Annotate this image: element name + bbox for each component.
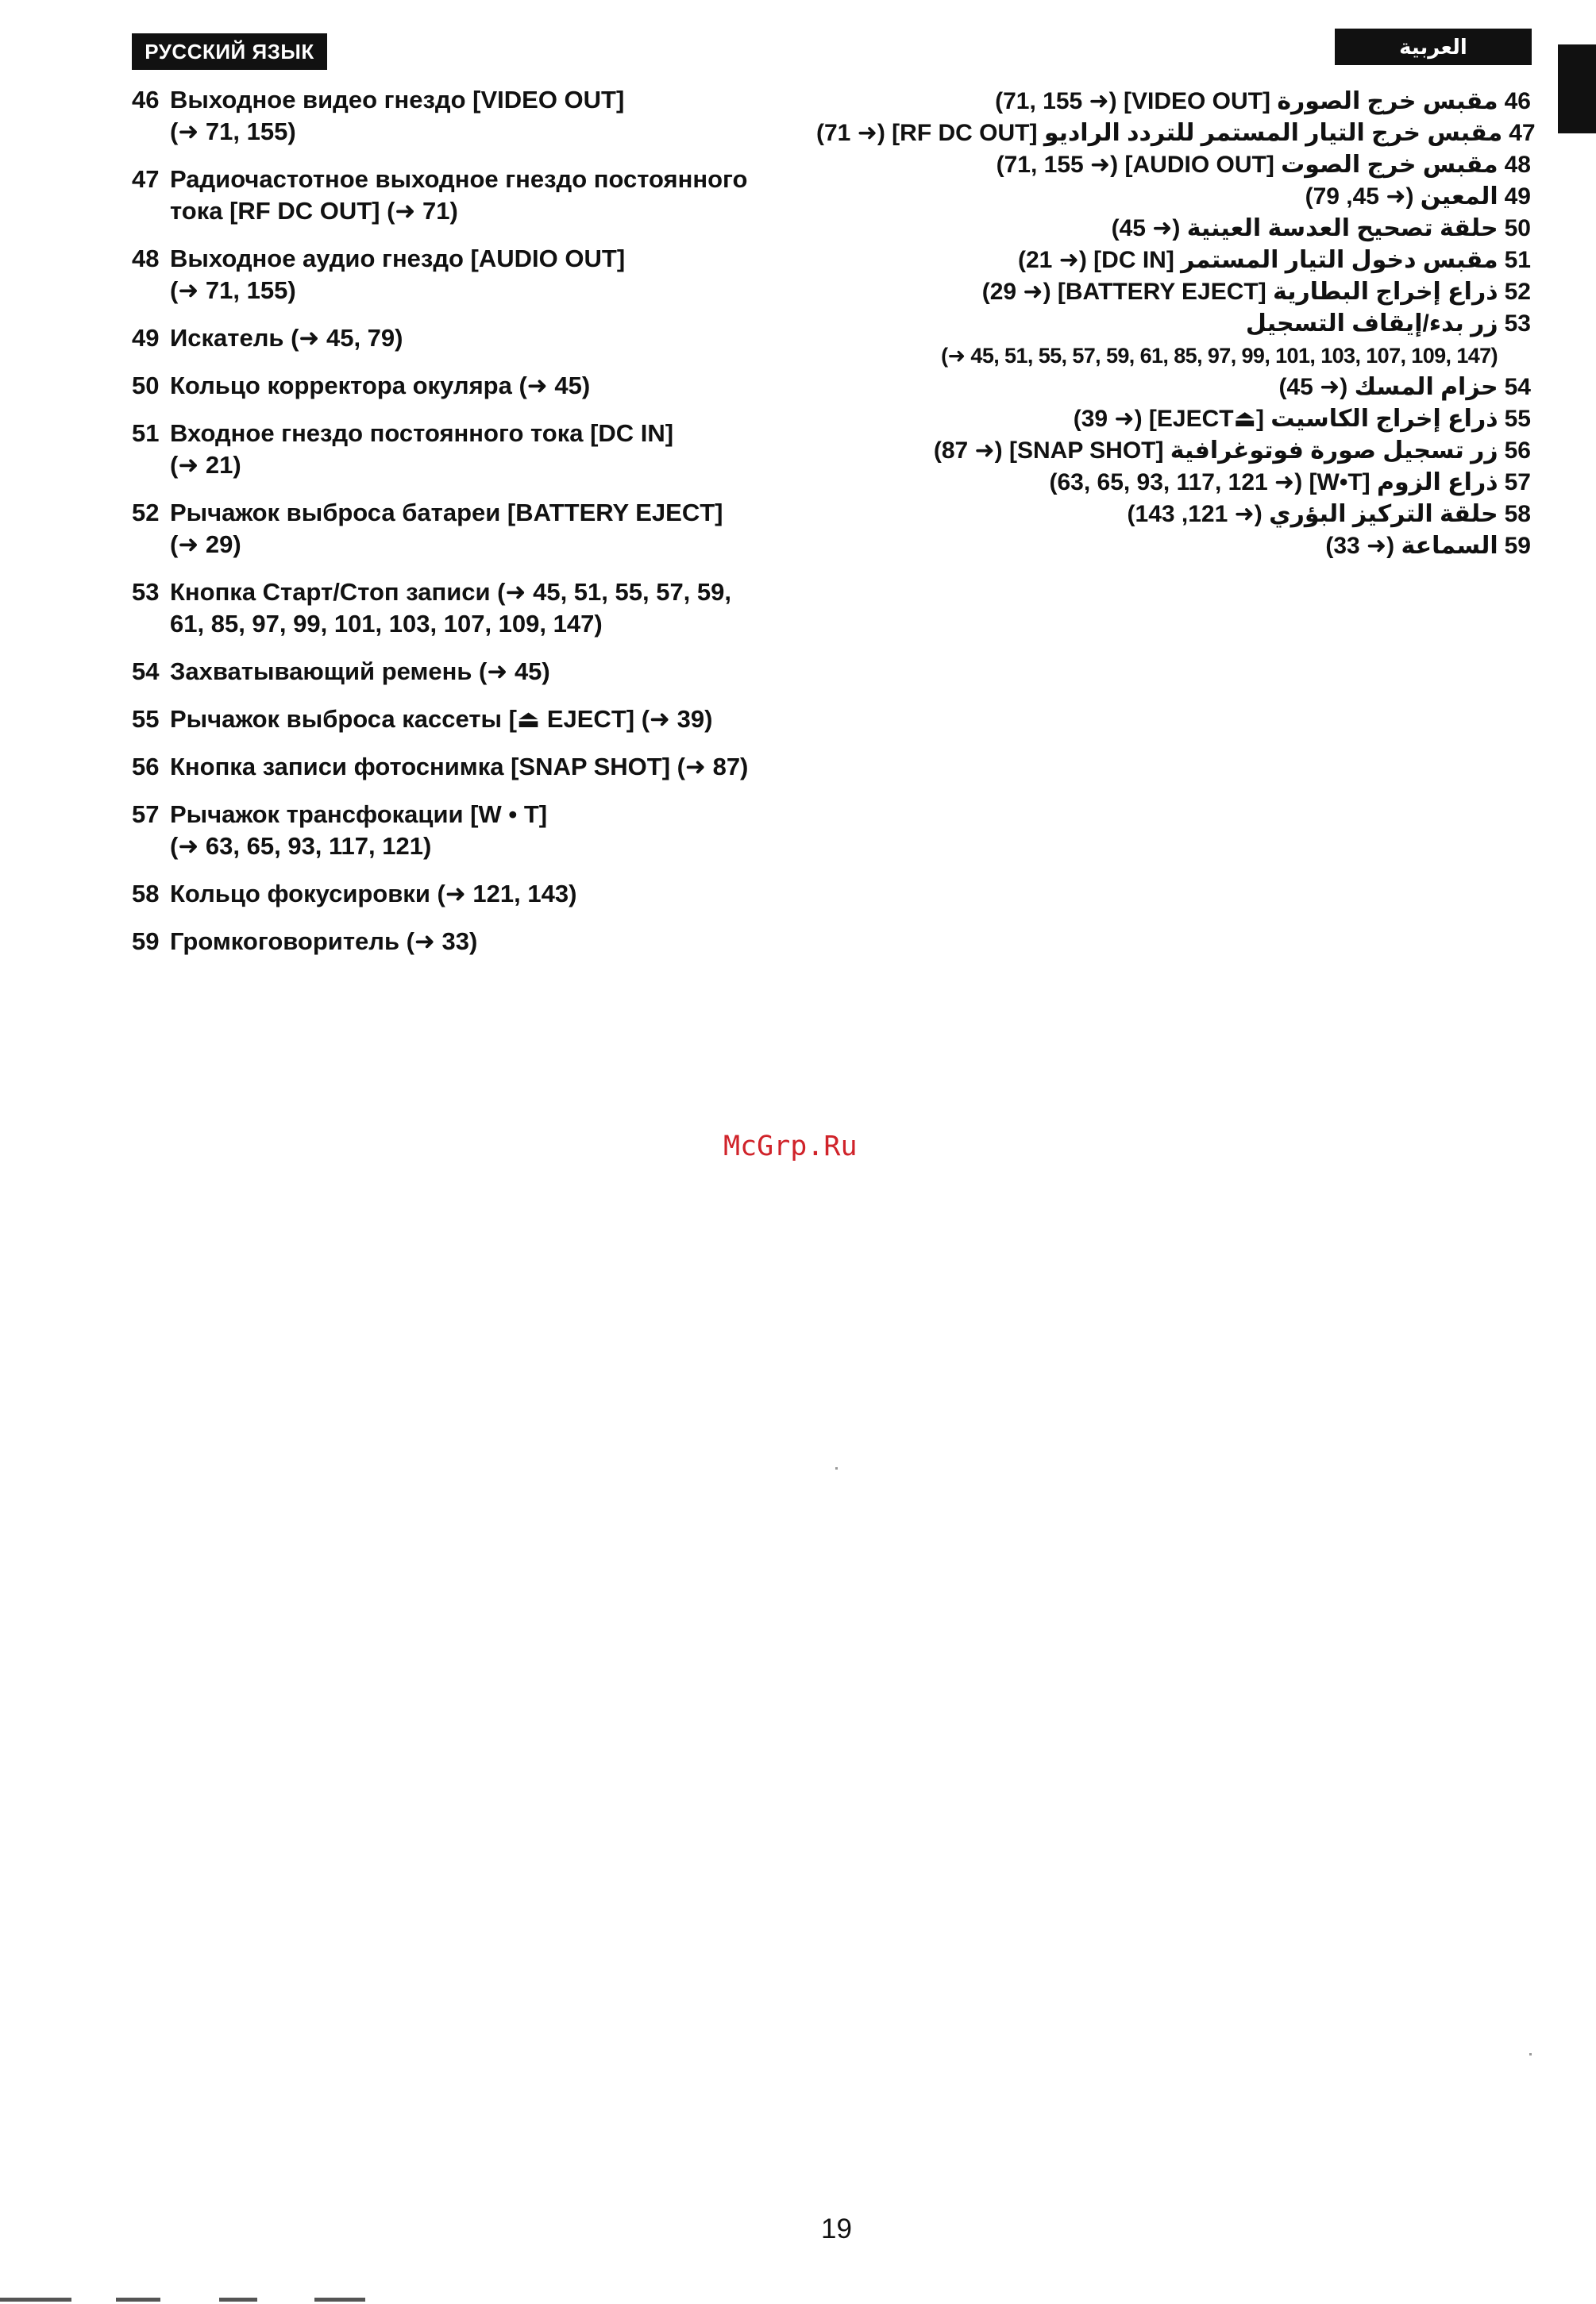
item-number: 46 — [132, 86, 160, 114]
item-number: 49 — [1504, 183, 1531, 210]
scan-edge-mark — [219, 2298, 257, 2302]
item-text: مقبس دخول التيار المستمر [DC IN] (➜ 21) — [1017, 247, 1498, 273]
ru-list-item — [132, 656, 846, 688]
ar-list-item — [816, 276, 1531, 308]
item-text: حلقة تصحيح العدسة العينية (➜ 45) — [1111, 215, 1498, 241]
ar-list-item — [816, 499, 1531, 530]
ar-list-item — [816, 308, 1531, 340]
item-number: 59 — [1504, 533, 1531, 559]
item-number: 53 — [132, 578, 160, 606]
ar-list-item — [816, 530, 1531, 562]
arabic-language-tab: العربية — [1335, 29, 1532, 65]
item-number: 48 — [1504, 152, 1531, 178]
ar-list-item — [816, 213, 1531, 245]
ru-list-item — [132, 243, 846, 306]
item-number: 50 — [1504, 215, 1531, 241]
russian-parts-list — [132, 84, 846, 973]
item-number: 52 — [132, 499, 160, 526]
item-text: Рычажок трансфокации [W • T] (➜ 63, 65, 93, 117, 121) — [170, 800, 548, 860]
ru-list-item — [132, 322, 846, 354]
item-number: 50 — [132, 372, 160, 399]
watermark: McGrp.Ru — [723, 1131, 858, 1162]
item-text: حزام المسك (➜ 45) — [1278, 374, 1498, 400]
item-number: 51 — [1504, 247, 1531, 273]
scan-edge-mark — [0, 2298, 71, 2302]
ru-list-item — [132, 751, 846, 783]
item-number: 55 — [132, 705, 160, 733]
item-number: 57 — [132, 800, 160, 828]
item-number: 55 — [1504, 406, 1531, 432]
arabic-parts-list — [816, 86, 1536, 562]
item-text: Искатель (➜ 45, 79) — [170, 324, 403, 352]
ar-list-item — [816, 118, 1536, 149]
item-text: Выходное видео гнездо [VIDEO OUT] (➜ 71, 155) — [170, 86, 625, 145]
item-text: مقبس خرج التيار المستمر للتردد الراديو [RF DC OUT] (➜ 71) — [816, 120, 1503, 146]
item-text: مقبس خرج الصورة [VIDEO OUT] (➜ 71, 155) — [995, 88, 1498, 114]
item-text: Кольцо корректора окуляра (➜ 45) — [170, 372, 591, 399]
item-number: 48 — [132, 245, 160, 272]
page-number: 19 — [821, 2213, 852, 2244]
scan-edge-mark — [314, 2298, 365, 2302]
item-number: 54 — [132, 657, 160, 685]
item-text: السماعة (➜ 33) — [1325, 533, 1498, 559]
scan-speck — [1529, 2053, 1532, 2055]
item-text: المعين (➜ 45, 79) — [1305, 183, 1498, 210]
item-text: زر تسجيل صورة فوتوغرافية [SNAP SHOT] (➜ 87) — [933, 437, 1498, 464]
side-thumb-tab — [1558, 44, 1596, 133]
item-text: (➜ 45, 51, 55, 57, 59, 61, 85, 97, 99, 101, 103, 107, 109, 147) — [941, 344, 1498, 368]
item-number: 47 — [1509, 120, 1536, 146]
item-number: 56 — [132, 753, 160, 780]
item-text: Выходное аудио гнездо [AUDIO OUT] (➜ 71, 155) — [170, 245, 626, 304]
item-number: 49 — [132, 324, 160, 352]
item-number: 58 — [1504, 501, 1531, 527]
ru-list-item — [132, 164, 846, 227]
item-text: Рычажок выброса батареи [BATTERY EJECT] (➜ 29) — [170, 499, 723, 558]
ru-list-item — [132, 926, 846, 957]
item-number: 54 — [1504, 374, 1531, 400]
item-text: ذراع إخراج الكاسيت [⏏EJECT] (➜ 39) — [1073, 406, 1498, 432]
ru-list-item — [132, 370, 846, 402]
ru-list-item — [132, 418, 846, 481]
russian-language-tab: РУССКИЙ ЯЗЫК — [132, 33, 327, 70]
item-text: ذراع إخراج البطارية [BATTERY EJECT] (➜ 29) — [981, 279, 1498, 305]
item-number: 46 — [1504, 88, 1531, 114]
ru-list-item — [132, 878, 846, 910]
ru-list-item — [132, 497, 846, 561]
ar-list-item — [816, 245, 1531, 276]
ru-list-item — [132, 576, 846, 640]
ar-list-item — [816, 86, 1531, 118]
item-text: مقبس خرج الصوت [AUDIO OUT] (➜ 71, 155) — [996, 152, 1498, 178]
ar-list-item — [816, 181, 1531, 213]
ru-list-item — [132, 84, 846, 148]
item-number: 51 — [132, 419, 160, 447]
item-text: Кольцо фокусировки (➜ 121, 143) — [170, 880, 577, 907]
ar-list-item — [816, 372, 1531, 403]
item-text: ذراع الزوم [W•T] (➜ 63, 65, 93, 117, 121) — [1049, 469, 1498, 495]
item-text: Кнопка Старт/Стоп записи (➜ 45, 51, 55, 57, 59, 61, 85, 97, 99, 101, 103, 107, 109, 147) — [170, 578, 732, 638]
item-text: Радиочастотное выходное гнездо постоянного тока [RF DC OUT] (➜ 71) — [170, 165, 748, 225]
item-number: 57 — [1504, 469, 1531, 495]
ru-list-item — [132, 799, 846, 862]
ar-list-item — [816, 467, 1531, 499]
ru-list-item — [132, 703, 846, 735]
item-number: 58 — [132, 880, 160, 907]
item-number: 52 — [1504, 279, 1531, 305]
ar-list-item — [816, 403, 1531, 435]
item-text: زر بدء/إيقاف التسجيل — [1245, 310, 1498, 337]
item-number: 59 — [132, 927, 160, 955]
scan-edge-mark — [116, 2298, 160, 2302]
item-text: Рычажок выброса кассеты [⏏ EJECT] (➜ 39) — [170, 705, 713, 733]
item-text: Захватывающий ремень (➜ 45) — [170, 657, 550, 685]
ar-list-item-continuation — [816, 340, 1531, 372]
item-text: Кнопка записи фотоснимка [SNAP SHOT] (➜ 87) — [170, 753, 749, 780]
item-number: 53 — [1504, 310, 1531, 337]
item-number: 56 — [1504, 437, 1531, 464]
item-text: Громкоговоритель (➜ 33) — [170, 927, 478, 955]
item-text: Входное гнездо постоянного тока [DC IN] (➜ 21) — [170, 419, 674, 479]
scan-speck — [835, 1467, 838, 1470]
item-number: 47 — [132, 165, 160, 193]
item-text: حلقة التركيز البؤري (➜ 121, 143) — [1127, 501, 1498, 527]
ar-list-item — [816, 435, 1531, 467]
ar-list-item — [816, 149, 1531, 181]
